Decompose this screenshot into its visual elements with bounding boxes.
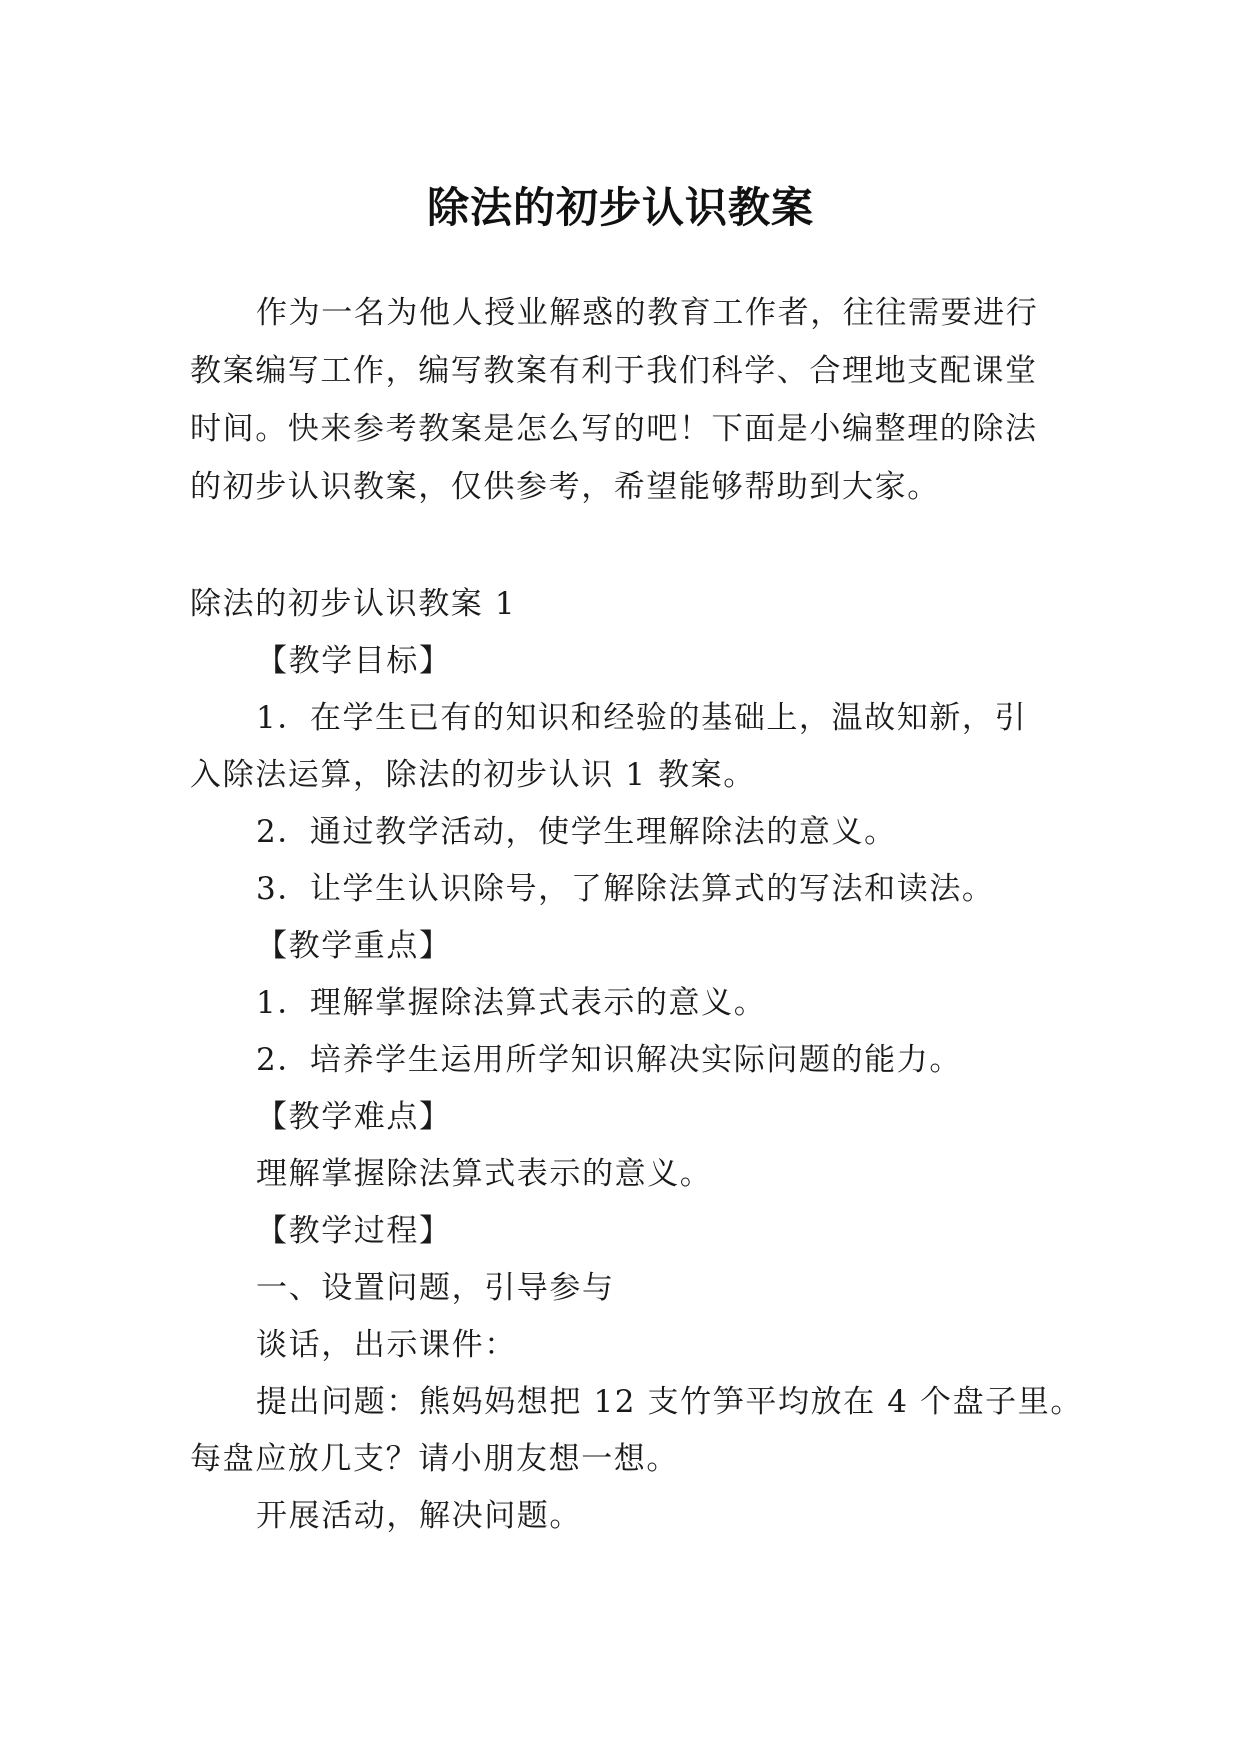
question-line-1: 提出问题：熊妈妈想把 12 支竹笋平均放在 4 个盘子里。 — [256, 1384, 1083, 1420]
goal-2: 2．通过教学活动，使学生理解除法的意义。 — [256, 814, 897, 850]
intro-paragraph: 作为一名为他人授业解惑的教育工作者，往往需要进行教案编写工作，编写教案有利于我们科学、合理地支配课堂时间。快来参考教案是怎么写的吧！下面是小编整理的除法的初步认识教案，仅供参考，希望能够帮助到大家。 — [190, 295, 1039, 505]
difficulty-heading: 【教学难点】 — [256, 1099, 452, 1135]
section-heading: 除法的初步认识教案 1 — [190, 586, 517, 622]
key-2: 2．培养学生运用所学知识解决实际问题的能力。 — [256, 1042, 962, 1078]
key-1: 1．理解掌握除法算式表示的意义。 — [256, 985, 767, 1021]
question-line-2: 每盘应放几支？请小朋友想一想。 — [190, 1441, 679, 1477]
step-1: 一、设置问题，引导参与 — [256, 1270, 615, 1306]
key-heading: 【教学重点】 — [256, 928, 452, 964]
talk-line: 谈话，出示课件： — [256, 1327, 517, 1363]
goal-3: 3．让学生认识除号，了解除法算式的写法和读法。 — [256, 871, 995, 907]
activity-line: 开展活动，解决问题。 — [256, 1498, 582, 1534]
difficulty-text: 理解掌握除法算式表示的意义。 — [256, 1156, 713, 1192]
goal-1-line-2: 入除法运算，除法的初步认识 1 教案。 — [190, 757, 756, 793]
goal-1-line-1: 1．在学生已有的知识和经验的基础上，温故知新，引 — [256, 700, 1028, 736]
page-title: 除法的初步认识教案 — [426, 183, 814, 233]
goals-heading: 【教学目标】 — [256, 643, 452, 679]
process-heading: 【教学过程】 — [256, 1213, 452, 1249]
